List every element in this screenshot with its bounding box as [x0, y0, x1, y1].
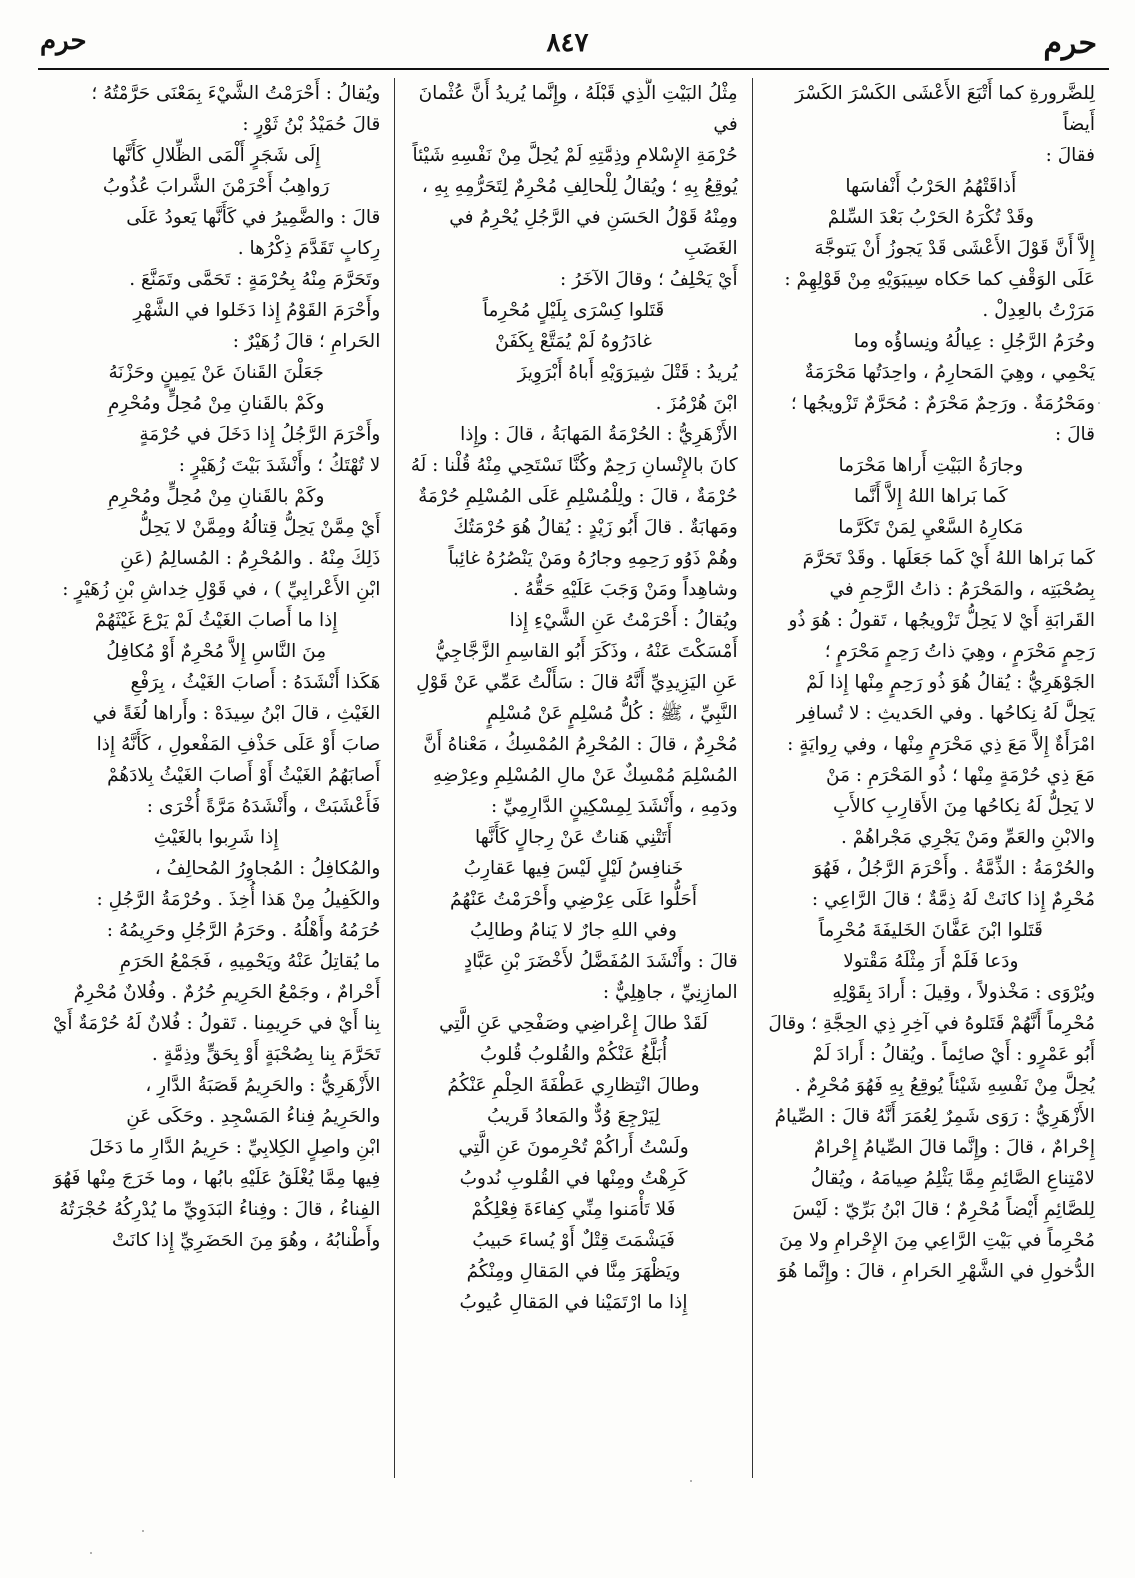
- verse-line: أَذاقَتْهُمُ الحَرْبُ أَنْفاسَها: [845, 176, 1017, 197]
- text-line: حُرْمَةٌ ، قالَ : ولِلْمُسْلِمِ عَلَى المُسْلِمِ حُرْمَةٌ: [418, 486, 738, 507]
- text-line: ومِنْهُ قَوْلُ الحَسَنِ في الرَّجُلِ يُحْرِمُ في الغَضَبِ: [449, 207, 738, 259]
- text-line: رَحِمٍ مَحْرَمٍ ، وهِيَ ذاتُ رَحِمٍ مَحْرَمٍ ؛: [824, 641, 1095, 662]
- text-line: هَكَذا أَنْشَدَهُ : أَصابَ الغَيْثُ ، بِرَفْعِ: [130, 672, 381, 693]
- text-line: ومَحْرُمَةٌ . ورَحِمٌ مَحْرَمٌ : مُحَرَّمٌ تَزْويجُها ؛: [790, 393, 1095, 414]
- text-line: وهُمْ ذَوُو رَحِمِهِ وجارُهُ ومَنْ يَنْصُرُهُ غائِباً: [448, 548, 738, 569]
- text-line: فِيها مِمَّا يُغْلَقُ عَلَيْهِ بابُها ، وما خَرَجَ مِنْها فَهُوَ: [53, 1168, 381, 1189]
- text-line: وتَحَرَّمَ مِنْهُ بِحُرْمَةٍ : تَحَمَّى وتَمَنَّعَ .: [129, 269, 381, 290]
- text-line: والكَفِيلُ مِنْ هَذا أُخِذَ . وحُرْمَةُ الرَّجُلِ :: [96, 889, 381, 910]
- text-line: ويُرْوَى : مَخْذولاً ، وقِيلَ : أَرادَ بِقَوْلِهِ: [832, 982, 1095, 1003]
- text-line: لِلصَّائِمِ أَيْضاً مُحْرِمٌ ؛ قالَ ابْنُ بَرِّيّ : لَيْسَ: [792, 1199, 1095, 1220]
- column-divider: [752, 78, 753, 1478]
- text-line: ما يُقاتِلُ عَنْهُ ويَحْمِيهِ ، فَجَمْعُ الحَرَمِ: [119, 951, 381, 972]
- verse-line: إِلَى شَجَرٍ أَلْمَى الظِّلالِ كَأَنَّها: [111, 145, 321, 166]
- text-line: وحُرَمُ الرَّجُلِ : عِيالُهُ ونِساؤُه وما: [853, 331, 1095, 352]
- verse-line: وكَمْ بالقَنانِ مِنْ مُحِلٍّ ومُحْرِمِ: [107, 486, 325, 507]
- text-line: أَبُو عَمْرٍو : أَيْ صائِماً . ويُقالُ : أَرادَ لَمْ: [812, 1044, 1095, 1065]
- text-line: رِكابٍ تَقَدَّمَ ذِكْرُها .: [237, 238, 381, 259]
- text-line: أَمْسَكْتَ عَنْهُ ، وذَكَرَ أَبُو القاسِمِ الزَّجَّاجِيُّ: [435, 641, 738, 662]
- text-line: يَحْمِي ، وهِيَ المَحارِمُ ، واحِدَتُها مَحْرَمَةٌ: [804, 362, 1095, 383]
- text-line: القَرابَةِ أَيْ لا يَحِلُّ تَزْويجُها ، تَقولُ : هُوَ ذُو: [788, 610, 1095, 631]
- text-line: تَحَرَّمَ بِنا بِصُحْبَةٍ أَوْ بِحَقٍّ وذِمَّةٍ .: [151, 1044, 381, 1065]
- text-line: فَأَعْشَبَتْ ، وأَنْشَدَهُ مَرَّةً أُخْرَى :: [146, 796, 381, 817]
- verse-line: ويَظْهَرَ مِنَّا في المَقالِ ومِنْكُمُ: [466, 1261, 681, 1282]
- verse-line: وفي اللهِ جارٌ لا يَنامُ وطالِبُ: [470, 920, 677, 941]
- text-line: فقالَ :: [1045, 145, 1095, 166]
- text-line: أَصابَهُمُ الغَيْثُ أَوْ أَصابَ الغَيْثُ بِلادَهُمْ: [107, 765, 381, 786]
- page-number: ٨٤٧: [546, 28, 589, 58]
- text-line: النَّبِيِّ ، ﷺ : كُلُّ مُسْلِمٍ عَنْ مُسْلِمٍ: [486, 703, 738, 724]
- text-line: والابْنِ والعَمِّ ومَنْ يَجْرِي مَجْراهُمْ .: [840, 827, 1095, 848]
- text-line: والمُكافِلُ : المُجاوِرُ المُحالِفُ ،: [154, 858, 381, 879]
- text-line: وشاهِداً ومَنْ وَجَبَ عَلَيْهِ حَقُّهُ .: [512, 579, 738, 600]
- text-line: مُحْرِماً أَنَّهُمْ قَتَلوهُ في آخِرِ ذِي الحِجَّةِ ؛ وقالَ: [768, 1013, 1095, 1034]
- verse-line: ودَعا فَلَمْ أَرَ مِثْلَهُ مَقْتولا: [843, 951, 1019, 972]
- verse-line: إِذا ما ارْتَمَيْنا في المَقالِ عُيوبُ: [459, 1292, 688, 1313]
- text-line: ومَهابَةٌ . قالَ أَبُو زَيْدٍ : يُقالُ هُوَ حُرْمَتُكَ: [453, 517, 738, 538]
- text-line: إِحْرامٌ ، قالَ : وإِنَّما قالَ الصِّيامُ إِحْرامٌ: [813, 1137, 1095, 1158]
- text-line: امْرَأَةٌ إِلاَّ مَعَ ذِي مَحْرَمٍ مِنْها ، وفي رِوايَةٍ :: [787, 734, 1095, 755]
- text-line: بِنا أَيْ في حَرِيمِنا . تَقولُ : فُلانٌ لَهُ حُرْمَةٌ أَيْ: [52, 1013, 381, 1034]
- scan-speck: [1098, 402, 1100, 404]
- verse-line: مَكارِهُ السَّعْيِ لِمَنْ تَكَرَّما: [838, 517, 1024, 538]
- verse-line: أَحَلُّوا عَلَى عِرْضِي وأَحْرَمْتُ عَنْهُمُ: [449, 889, 698, 910]
- verse-line: لَقَدْ طالَ إِعْراضِي وصَفْحِي عَنِ الَّتِي: [439, 1013, 708, 1034]
- verse-line: قَتَلوا كِسْرَى بِلَيْلٍ مُحْرِماً: [482, 300, 665, 321]
- text-line: والحُرْمَةُ : الذِّمَّةُ . وأَحْرَمَ الرَّجُلُ ، فَهُوَ: [813, 858, 1095, 879]
- text-line: يُحِلَّ مِنْ نَفْسِهِ شَيْئاً يُوقِعُ بِهِ فَهُوَ مُحْرِمٌ .: [794, 1075, 1095, 1096]
- text-line: حُرْمَةِ الإِسْلامِ وذِمَّتِهِ لَمْ يُحِلَّ مِنْ نَفْسِهِ شَيْئاً: [412, 145, 738, 166]
- text-line: الحَرامِ ؛ قالَ زُهَيْرٌ :: [232, 331, 381, 352]
- text-line: الجَوْهَرِيُّ : يُقالُ هُوَ ذُو رَحِمٍ مِنْها إِذا لَمْ: [806, 672, 1095, 693]
- text-line: الغَيْثِ ، قالَ ابْنُ سِيدَهْ : وأَراها لُغَةً في: [92, 703, 381, 724]
- text-line: مِثْلُ البَيْتِ الَّذِي قَبْلَهُ ، وإِنَّما يُريدُ أَنَّ عُثْمانَ في: [418, 83, 738, 135]
- verse-line: إِذا شَرِبوا بالغَيْثِ: [153, 827, 279, 848]
- text-line: لا تُهْتَكُ ؛ وأَنْشَدَ بَيْتَ زُهَيْرٍ :: [178, 455, 381, 476]
- text-line: الأَزْهَرِيُّ : رَوَى شَمِرٌ لِعُمَرَ أَنَّهُ قالَ : الصِّيامُ: [774, 1106, 1095, 1127]
- verse-line: أُبَلَّغُ عَنْكُمْ والقُلوبُ قُلوبُ: [479, 1044, 668, 1065]
- verse-line: وجارَةُ البَيْتِ أَراها مَحْرَما: [838, 455, 1024, 476]
- verse-line: وطالَ انْتِظارِي عَطْفَةَ الحِلْمِ عَنْكُمُ: [447, 1075, 700, 1096]
- text-line: مُحْرِمٌ ، قالَ : المُحْرِمُ المُمْسِكُ ، مَعْناهُ أَنَّ: [423, 734, 738, 755]
- text-line: مُحْرِمٌ إِذا كانَتْ لَهُ ذِمَّةٌ ؛ قالَ الرَّاعِي :: [811, 889, 1095, 910]
- text-line: حُرَمُهُ وأَهْلُهُ . وحَرَمُ الرَّجُلِ وحَرِيمُهُ :: [106, 920, 381, 941]
- text-line: الدُّخولِ في الشَّهْرِ الحَرامِ ، قالَ : وإِنَّما هُوَ: [778, 1261, 1095, 1282]
- verse-line: وقَدْ تُكْرَهُ الحَرْبُ بَعْدَ السِّلمْ: [827, 207, 1034, 228]
- text-line: بِصُحْبَتِه ، والمَحْرَمُ : ذاتُ الرَّحِمِ في: [829, 579, 1095, 600]
- column-divider: [394, 78, 395, 1478]
- scan-speck: [690, 1480, 692, 1482]
- verse-line: لِيَرْجِعَ وُدٌّ والمَعادُ قَريبُ: [486, 1106, 661, 1127]
- text-line: أَيْ يَحْلِفُ ؛ وقالَ الآخَرُ :: [559, 269, 738, 290]
- text-line: ذَلِكَ مِنْهُ . والمُحْرِمُ : المُسالِمُ (عَنِ: [120, 548, 381, 569]
- text-line: ودَمِهِ ، وأَنْشَدَ لِمِسْكِينٍ الدَّارِمِيِّ :: [491, 796, 738, 817]
- text-line: قالَ حُمَيْدُ بْنُ ثَوْرٍ :: [242, 114, 381, 135]
- verse-line: ولَسْتُ أَراكُمْ تُحْرِمونَ عَنِ الَّتِي: [458, 1137, 689, 1158]
- text-line: وأَطْنابُهُ ، وهُوَ مِنَ الحَضَرِيِّ إِذا كانَتْ: [112, 1230, 381, 1251]
- scan-speck: [142, 1530, 144, 1532]
- text-line: وأَحْرَمَ الرَّجُلُ إِذا دَخَلَ في حُرْمَةٍ: [139, 424, 381, 445]
- text-line: لِلضَّرورةِ كما أَتْبَعَ الأَعْشَى الكَسْرَ الكَسْرَ أَيضاً: [795, 83, 1095, 135]
- text-line: مُحْرِماً في بَيْتِ الرَّاعِي مِنَ الإِحْرامِ ولا مِنَ: [779, 1230, 1095, 1251]
- text-line: ويُقالُ : أَحْرَمْتُ الشَّيْءَ بِمَعْنَى حَرَّمْتُهُ ؛: [91, 83, 381, 104]
- text-line: عَنِ اليَزِيدِيِّ أَنَّهُ قالَ : سَأَلْتُ عَمِّي عَنْ قَوْلِ: [416, 672, 738, 693]
- text-columns: [38, 78, 1109, 1528]
- text-line: الأَزْهَرِيُّ : والحَرِيمُ قَصَبَةُ الدَّارِ ،: [145, 1075, 381, 1096]
- text-line: يَحِلَّ لَهُ نِكاحُها . وفي الحَديثِ : لا تُسافِر: [796, 703, 1095, 724]
- verse-line: فَيَشْمَتَ قِتْلٌ أَوْ يُساءَ حَبيبُ: [472, 1230, 675, 1251]
- page-header: [30, 20, 1105, 70]
- text-line: ابْنِ الأَعْرابِيِّ ) ، في قَوْلِ خِداشِ بْنِ زُهَيْرٍ :: [62, 579, 381, 600]
- verse-line: كَرِهْتُ ومِنْها في القُلوبِ نُدوبُ: [459, 1168, 688, 1189]
- text-line: المُسْلِمَ مُمْسِكٌ عَنْ مالِ المُسْلِمِ وعِرْضِهِ: [432, 765, 738, 786]
- header-entry-word-right: حرم: [1043, 26, 1097, 61]
- verse-line: جَعَلْنَ القَنانَ عَنْ يَمِينٍ وحَزْنَهُ: [108, 362, 324, 383]
- column-left: [38, 78, 394, 1528]
- verse-line: خَنافِسُ لَيْلٍ لَيْسَ فِيها عَقارِبُ: [463, 858, 684, 879]
- text-line: لا يَحِلُّ لَهُ نِكاحُها مِنَ الأَقارِبِ كالأَبِ: [832, 796, 1095, 817]
- column-right: [753, 78, 1109, 1528]
- text-line: إِلاَّ أَنَّ قَوْلَ الأَعْشَى قَدْ يَجوزُ أَنْ يَتوجَّهَ: [814, 238, 1095, 259]
- text-line: مَعَ ذِي حُرْمَةٍ مِنْها ؛ ذُو المَحْرَمِ : مَنْ: [826, 765, 1095, 786]
- text-line: عَلَى الوَقْفِ كما حَكاه سِيبَوَيْهِ مِنْ قَوْلِهِمْ :: [784, 269, 1095, 290]
- text-line: الفِناءُ ، قالَ : وفِناءُ البَدَوِيِّ ما يُدْرِكُهُ حُجْرَتُهُ: [59, 1199, 381, 1220]
- text-line: أَيْ مِمَّنْ يَحِلُّ قِتالُهُ ومِمَّنْ لا يَحِلُّ: [138, 517, 381, 538]
- verse-line: غادَرُوهُ لَمْ يُمَتَّعْ بِكَفَنْ: [495, 331, 652, 352]
- text-line: مَرَرْتُ بالعِدِلْ .: [982, 300, 1095, 321]
- header-entry-word-left: حرم: [40, 26, 87, 56]
- text-line: ابْنِ واصِلٍ الكِلابِيِّ : حَرِيمُ الدَّارِ ما دَخَلَ: [89, 1137, 381, 1158]
- text-line: قالَ :: [1054, 424, 1095, 445]
- text-line: وأَحْرَمَ القَوْمُ إِذا دَخَلوا في الشَّهْرِ: [133, 300, 381, 321]
- text-line: لامْتِناعِ الصَّائِمِ مِمَّا يَثْلِمُ صِيامَهُ ، ويُقالُ: [810, 1168, 1095, 1189]
- verse-line: فَلا تَأْمَنوا مِنِّي كِفاءَةَ فِعْلِكُمْ: [471, 1199, 676, 1220]
- text-line: والحَرِيمُ فِناءُ المَسْجِدِ . وحَكَى عَنِ: [126, 1106, 381, 1127]
- verse-line: إِذا ما أَصابَ الغَيْثُ لَمْ يَرْعَ غَيْثَهُمْ: [94, 610, 338, 631]
- text-line: ويُقالُ : أَحْرَمْتُ عَنِ الشَّيْءِ إِذا: [509, 610, 738, 631]
- text-line: المازِنِيِّ ، جاهِلِيٌّ :: [602, 982, 738, 1003]
- text-line: كانَ بالإِنْسانِ رَحِمٌ وكُنَّا نَسْتَحِي مِنْهُ قُلْنا : لَهُ: [410, 455, 738, 476]
- header-rule: [38, 68, 1109, 70]
- text-line: يُريدُ : قَتْلَ شِيرَوَيْهِ أَباهُ أَبْرَوِيزَ: [517, 362, 738, 383]
- text-line: ابْنَ هُرْمُزَ .: [655, 393, 738, 414]
- text-line: صابَ أَوْ عَلَى حَذْفِ المَفْعولِ ، كَأَنَّهُ إِذا: [96, 734, 381, 755]
- text-line: يُوقِعُ بِهِ ؛ ويُقالُ لِلْحالِفِ مُحْرِمٌ لِتَحَرُّمِهِ بِهِ ،: [421, 176, 738, 197]
- text-line: قالَ : والضَّمِيرُ في كَأَنَّها يَعودُ عَلَى: [126, 207, 381, 228]
- verse-line: أَتَتْنِي هَناتٌ عَنْ رِجالٍ كَأَنَّها: [474, 827, 673, 848]
- text-line: الأَزْهَرِيُّ : الحُرْمَةُ المَهابَةُ ، قالَ : وإِذا: [460, 424, 738, 445]
- text-line: كَما بَراها اللهُ أَيْ كَما جَعَلَها . وقَدْ تَحَرَّمَ: [802, 548, 1095, 569]
- verse-line: قَتَلوا ابْنَ عَفَّانَ الخَليفَةَ مُحْرِماً: [818, 920, 1043, 941]
- verse-line: كَما بَراها اللهُ إِلاَّ أَنَّما: [853, 486, 1008, 507]
- text-line: قالَ : وأَنْشَدَ المُفَضَّلُ لأَخْضَرَ بْنِ عَبَّادٍ: [463, 951, 738, 972]
- scan-speck: [90, 1552, 92, 1554]
- verse-line: مِنَ النَّاسِ إِلاَّ مُحْرِمٌ أَوْ مُكافِلُ: [106, 641, 327, 662]
- text-line: أَحْرامٌ ، وجَمْعُ الحَرِيمِ حُرُمٌ . وفُلانٌ مُحْرِمٌ: [73, 982, 381, 1003]
- verse-line: رَواهِبُ أَحْرَمْنَ الشَّرابَ عُذُوبُ: [102, 176, 330, 197]
- verse-line: وكَمْ بالقَنانِ مِنْ مُحِلٍّ ومُحْرِمِ: [107, 393, 325, 414]
- column-middle: [395, 78, 751, 1528]
